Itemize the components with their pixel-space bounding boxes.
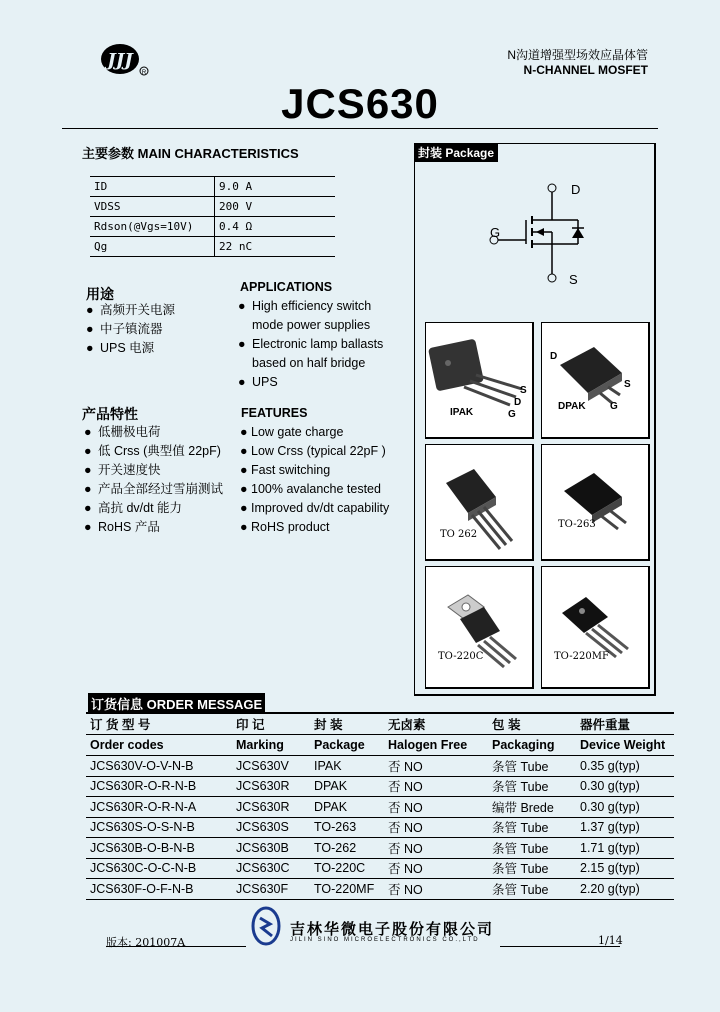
list-item: ● Low gate charge (240, 425, 344, 439)
applications-title: APPLICATIONS (240, 280, 333, 294)
list-item: ● 低 Crss (典型值 22pF) (84, 444, 221, 458)
version-label: 版本: 201007A (106, 936, 186, 949)
list-item: ● 高抗 dv/dt 能力 (84, 501, 183, 515)
char-row: VDSS 200 V (90, 197, 335, 217)
char-row: ID 9.0 A (90, 177, 335, 197)
features-list (240, 423, 389, 537)
uses-title: 用途 (86, 286, 114, 302)
main-char-table (90, 176, 335, 257)
table-row: JCS630F-O-F-N-B JCS630F TO-220MF 否 NO 条管 Tube 2.20 g(typ) (86, 879, 674, 900)
list-item: ● High efficiency switch (238, 299, 372, 313)
table-row: JCS630B-O-B-N-B JCS630B TO-262 否 NO 条管 Tube 1.71 g(typ) (86, 838, 674, 859)
table-row: JCS630C-O-C-N-B JCS630C TO-220C 否 NO 条管 Tube 2.15 g(typ) (86, 858, 674, 879)
cn-features-list (84, 423, 223, 537)
features-title: FEATURES (241, 406, 308, 420)
package-cell-to220mf: TO-220MF (541, 566, 650, 689)
to262-package-icon (426, 445, 532, 559)
to220c-package-icon (426, 567, 532, 687)
footer-divider-left (106, 946, 246, 947)
company-name-en: JILIN SINO MICROELECTRONICS CO.,LTD (290, 937, 480, 943)
list-item: ● 高频开关电源 (86, 303, 176, 317)
table-row: JCS630R-O-R-N-A JCS630R DPAK 否 NO 编带 Brede 0.30 g(typ) (86, 797, 674, 818)
uses-list (86, 301, 175, 358)
list-item: ● UPS 电源 (86, 341, 155, 355)
header-cn-title: N沟道增强型场效应晶体管 (507, 48, 648, 62)
pin-d-label: D (571, 182, 581, 197)
list-item: ● RoHS product (240, 520, 330, 534)
to220mf-package-icon (542, 567, 648, 687)
header-divider (62, 128, 658, 129)
list-item: ● Electronic lamp ballasts (238, 337, 384, 351)
list-item: ● 开关速度快 (84, 463, 161, 477)
pin-g-label: G (490, 225, 501, 240)
list-item: ● RoHS 产品 (84, 520, 160, 534)
table-row: JCS630R-O-R-N-B JCS630R DPAK 否 NO 条管 Tube 0.30 g(typ) (86, 776, 674, 797)
dpak-package-icon (542, 323, 648, 437)
list-item: ● 产品全部经过雪崩测试 (84, 482, 224, 496)
package-cell-to262: TO 262 (425, 444, 534, 561)
list-item: ● 低栅极电荷 (84, 425, 161, 439)
table-row: JCS630V-O-V-N-B JCS630V IPAK 否 NO 条管 Tube 0.35 g(typ) (86, 756, 674, 777)
list-item: ● Fast switching (240, 463, 331, 477)
package-header: 封装 Package (414, 143, 498, 162)
part-number-title: JCS630 (281, 80, 439, 127)
svg-text:JJJ: JJJ (107, 50, 133, 71)
order-header: 订货信息 ORDER MESSAGE (88, 693, 265, 714)
package-cell-to263: TO-263 (541, 444, 650, 561)
table-row: JCS630S-O-S-N-B JCS630S TO-263 否 NO 条管 Tube 1.37 g(typ) (86, 817, 674, 838)
order-table: 订 货 型 号 印 记 封 装 无卤素 包 装 器件重量 Order codes Marking Package Halogen Free Packaging Device Weight JCS630V-O-V-N-B JCS630V IPAK 否 NO 条管 Tube 0.35 g(typ) JCS630R-O-R-N-B JCS630R DPAK 否 NO 条管 Tube 0.30 g(typ) JCS630R-O-R-N-A JCS630R DPAK 否 NO 编带 Brede 0.30 g(typ) JCS630S-O-S-N-B JCS630S TO-263 否 NO 条管 Tube 1.37 g(typ) JCS630B-O-B-N-B JCS630B TO-262 否 NO 条管 Tube 1.71 g(typ) JCS630C-O-C-N-B JCS630C TO-220C 否 NO 条管 Tube 2.15 g(typ) JCS630F-O-F-N-B JCS630F TO-220MF 否 NO 条管 Tube 2.20 g(typ) (86, 712, 674, 900)
pin-s-label: S (569, 272, 578, 287)
package-cell-ipak: IPAK S D G (425, 322, 534, 439)
list-item: based on half bridge (252, 356, 366, 370)
char-row: Qg 22 nC (90, 237, 335, 257)
list-item: ● Improved dv/dt capability (240, 501, 390, 515)
list-item: ● UPS (238, 375, 278, 389)
page-number: 1/14 (598, 934, 623, 947)
to263-package-icon (542, 445, 648, 559)
svg-text:R: R (141, 70, 147, 76)
company-footer-logo-icon (250, 906, 282, 946)
company-logo (100, 42, 150, 76)
cn-features-title: 产品特性 (82, 406, 138, 422)
list-item: mode power supplies (252, 318, 371, 332)
char-row: Rdson(@Vgs=10V) 0.4 Ω (90, 217, 335, 237)
applications-list (238, 297, 383, 392)
package-cell-to220c: TO-220C (425, 566, 534, 689)
list-item: ● 100% avalanche tested (240, 482, 381, 496)
main-char-title: 主要参数 MAIN CHARACTERISTICS (82, 146, 299, 161)
list-item: ● 中子镇流器 (86, 322, 163, 336)
ipak-package-icon (426, 323, 532, 437)
package-cell-dpak: D DPAK S G (541, 322, 650, 439)
list-item: ● Low Crss (typical 22pF ) (240, 444, 386, 458)
company-name-cn: 吉林华微电子股份有限公司 (290, 921, 495, 938)
header-en-title: N-CHANNEL MOSFET (523, 63, 648, 77)
